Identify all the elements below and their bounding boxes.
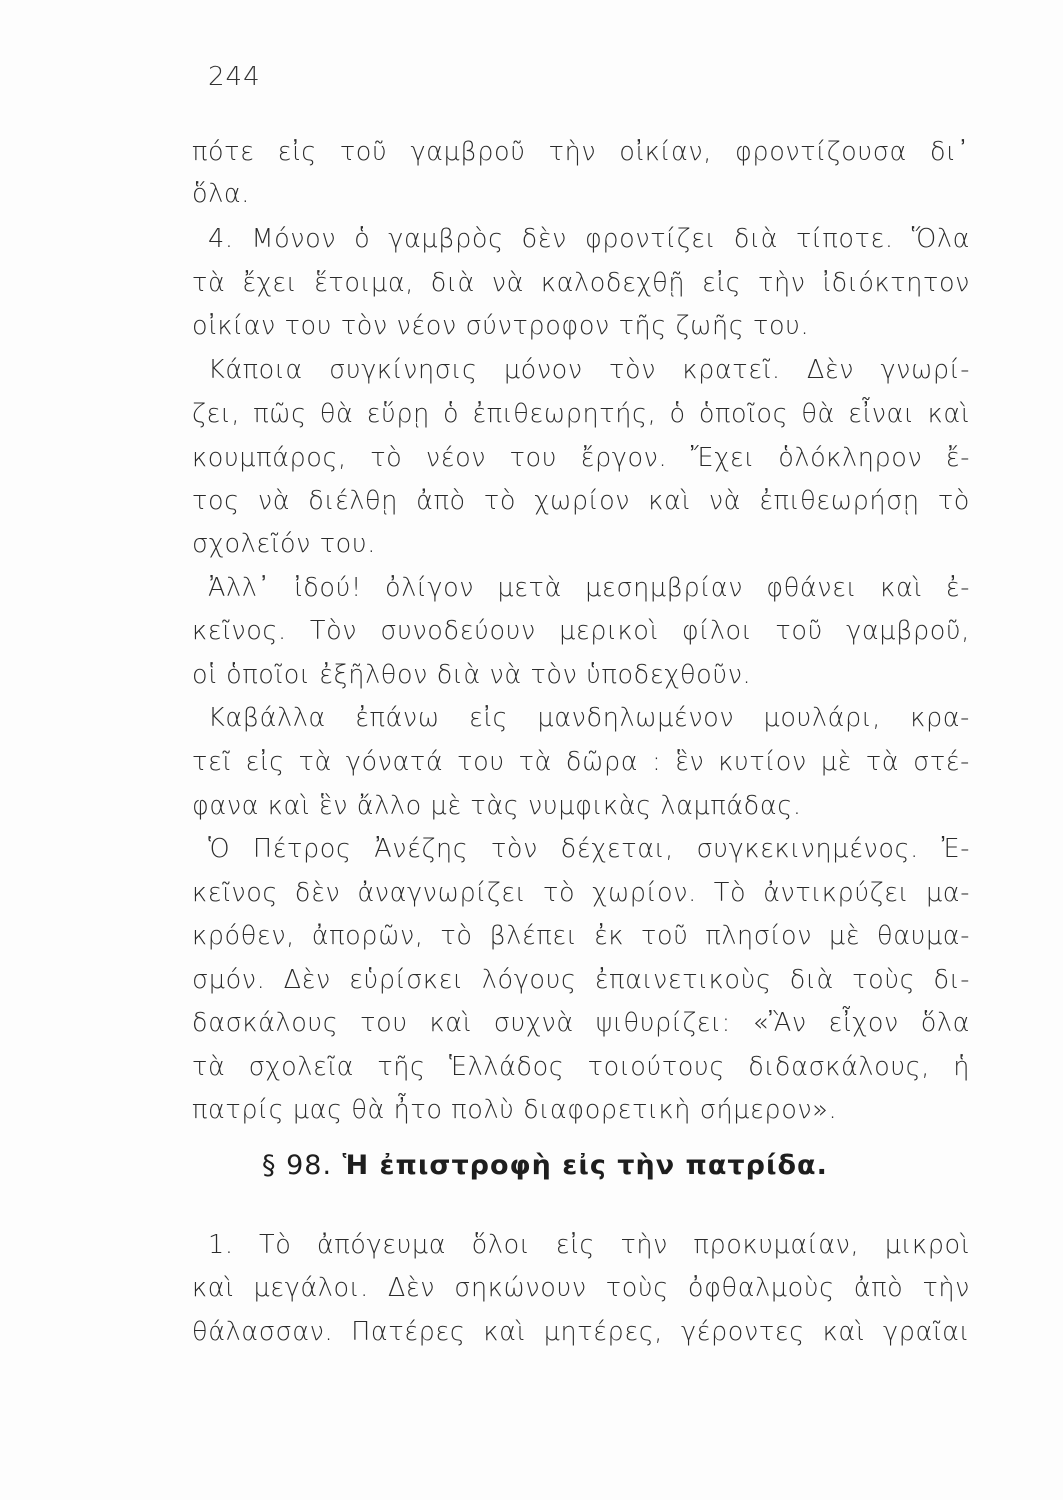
text-line: πατρίς μας θὰ ἦτο πολὺ διαφορετικὴ σήμερον». (192, 1095, 838, 1125)
text-line: 4. Μόνον ὁ γαμβρὸς δὲν φροντίζει διὰ τίποτε. Ὅλα (208, 224, 970, 254)
text-line: δασκάλους του καὶ συχνὰ ψιθυρίζει: «Ἂν εἶχον ὅλα (192, 1008, 970, 1038)
text-line: κεῖνος. Τὸν συνοδεύουν μερικοὶ φίλοι τοῦ γαμβροῦ, (192, 616, 970, 646)
text-line: καὶ μεγάλοι. Δὲν σηκώνουν τοὺς ὀφθαλμοὺς ἀπὸ τὴν (192, 1273, 970, 1303)
text-line: τὰ σχολεῖα τῆς Ἑλλάδος τοιούτους διδασκάλους, ἡ (192, 1052, 970, 1082)
section-heading (262, 1150, 828, 1181)
text-line: κουμπάρος, τὸ νέον του ἔργον. Ἔχει ὁλόκληρον ἔ- (192, 443, 970, 473)
text-line: κεῖνος δὲν ἀναγνωρίζει τὸ χωρίον. Τὸ ἀντικρύζει μα- (192, 878, 970, 908)
section-title: Ἡ ἐπιστροφὴ εἰς τὴν πατρίδα. (342, 1150, 828, 1181)
text-line: τὰ ἔχει ἕτοιμα, διὰ νὰ καλοδεχθῇ εἰς τὴν ἰδιόκτητον (192, 268, 970, 298)
section-number: § 98. (262, 1150, 333, 1181)
text-line: Καβάλλα ἐπάνω εἰς μανδηλωμένον μουλάρι, κρα- (208, 703, 970, 733)
text-line: φανα καὶ ἓν ἄλλο μὲ τὰς νυμφικὰς λαμπάδας. (192, 791, 802, 821)
text-line: 1. Τὸ ἀπόγευμα ὅλοι εἰς τὴν προκυμαίαν, μικροὶ (208, 1230, 970, 1260)
text-line: ὅλα. (192, 179, 251, 209)
text-line: κρόθεν, ἀπορῶν, τὸ βλέπει ἐκ τοῦ πλησίον μὲ θαυμα- (192, 921, 970, 951)
text-line: Ἀλλ᾽ ἰδού! ὀλίγον μετὰ μεσημβρίαν φθάνει καὶ ἐ- (208, 573, 970, 603)
text-line: σμόν. Δὲν εὑρίσκει λόγους ἐπαινετικοὺς διὰ τοὺς δι- (192, 965, 970, 995)
text-line: οἰκίαν του τὸν νέον σύντροφον τῆς ζωῆς του. (192, 311, 810, 341)
text-line: ζει, πῶς θὰ εὕρῃ ὁ ἐπιθεωρητής, ὁ ὁποῖος θὰ εἶναι καὶ (192, 399, 970, 429)
text-line: θάλασσαν. Πατέρες καὶ μητέρες, γέροντες καὶ γραῖαι (192, 1317, 970, 1347)
page-number: 244 (208, 62, 261, 92)
text-line: τος νὰ διέλθῃ ἀπὸ τὸ χωρίον καὶ νὰ ἐπιθεωρήσῃ τὸ (192, 486, 970, 516)
text-line: πότε εἰς τοῦ γαμβροῦ τὴν οἰκίαν, φροντίζουσα δι᾽ (192, 137, 970, 167)
text-line: τεῖ εἰς τὰ γόνατά του τὰ δῶρα : ἓν κυτίον μὲ τὰ στέ- (192, 747, 970, 777)
text-line: οἱ ὁποῖοι ἐξῆλθον διὰ νὰ τὸν ὑποδεχθοῦν. (192, 660, 752, 690)
text-line: Κάποια συγκίνησις μόνον τὸν κρατεῖ. Δὲν γνωρί- (208, 355, 970, 385)
text-line: σχολεῖόν του. (192, 529, 376, 559)
text-line: Ὁ Πέτρος Ἀνέζης τὸν δέχεται, συγκεκινημένος. Ἐ- (208, 834, 970, 864)
